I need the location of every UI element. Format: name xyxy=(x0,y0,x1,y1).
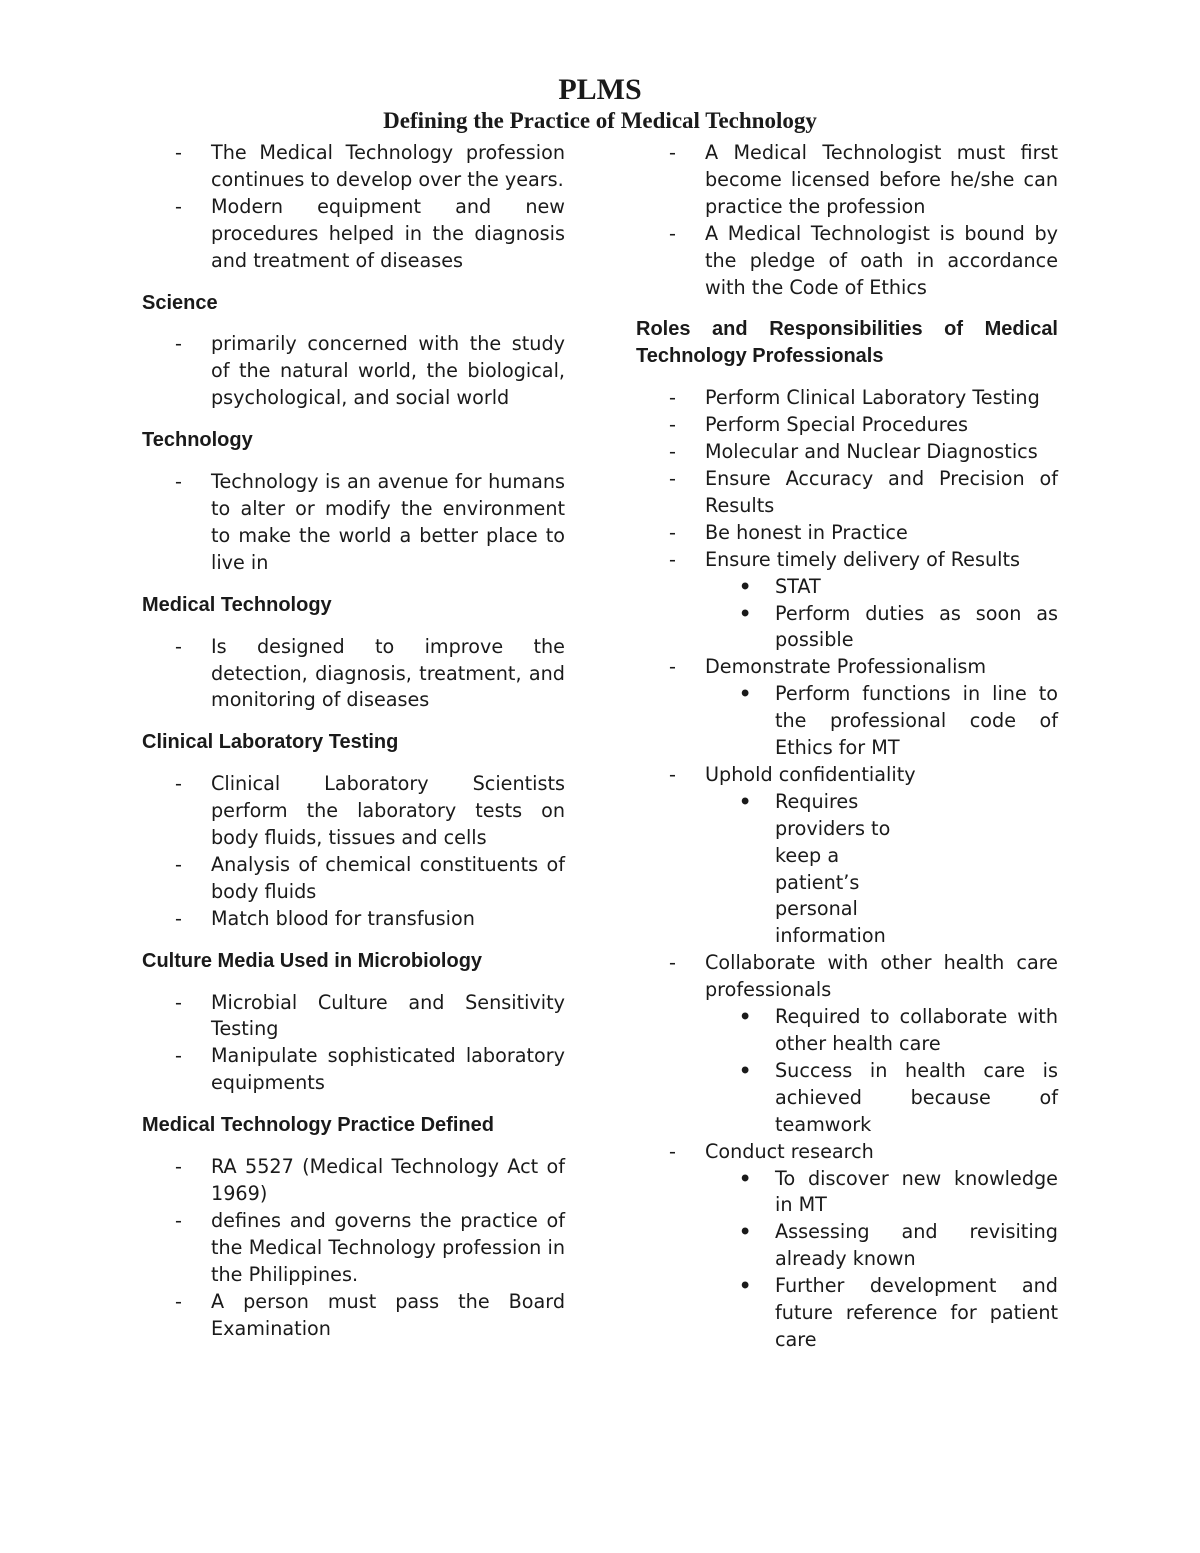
sub-list-item: • Requires providers to keep a patient’s personal information xyxy=(775,789,1058,950)
technology-list xyxy=(142,469,565,577)
right-column xyxy=(636,140,1058,1354)
roles-list xyxy=(636,385,1058,1354)
list-item xyxy=(705,1139,1058,1354)
list-item xyxy=(705,762,1058,950)
section-heading-practice-defined: Medical Technology Practice Defined xyxy=(142,1114,494,1137)
sub-list-item: • STAT xyxy=(775,574,1058,601)
sub-list-item: • Perform functions in line to the professional code of Ethics for MT xyxy=(775,681,1058,762)
list-item: - A Medical Technologist must first become licensed before he/she can practice the profession xyxy=(705,140,1058,221)
list-item: - Molecular and Nuclear Diagnostics xyxy=(705,439,1058,466)
list-item: - Microbial Culture and Sensitivity Testing xyxy=(211,990,565,1044)
list-item: - A person must pass the Board Examination xyxy=(211,1289,565,1343)
intro-list xyxy=(142,140,565,275)
list-item: - Technology is an avenue for humans to alter or modify the environment to make the world a better place to live in xyxy=(211,469,565,577)
list-item-text: Uphold confidentiality xyxy=(705,762,916,786)
intro-list xyxy=(636,140,1058,301)
sub-list-item: • Assessing and revisiting already known xyxy=(775,1219,1058,1273)
list-item: - RA 5527 (Medical Technology Act of 1969) xyxy=(211,1154,565,1208)
section-heading-medical-technology: Medical Technology xyxy=(142,593,332,616)
list-item: - Clinical Laboratory Scientists perform the laboratory tests on body fluids, tissues and cells xyxy=(211,771,565,852)
list-item: - Ensure Accuracy and Precision of Results xyxy=(705,466,1058,520)
sub-list xyxy=(705,574,1058,655)
list-item: - A Medical Technologist is bound by the pledge of oath in accordance with the Code of Ethics xyxy=(705,221,1058,302)
list-item xyxy=(705,654,1058,762)
sub-list-item: • Perform duties as soon as possible xyxy=(775,601,1058,655)
culture-list xyxy=(142,990,565,1098)
list-item-text: Conduct research xyxy=(705,1139,874,1163)
list-item: - defines and governs the practice of the Medical Technology profession in the Philippines. xyxy=(211,1208,565,1289)
medical-technology-list xyxy=(142,634,565,715)
list-item-text: Collaborate with other health care professionals xyxy=(705,951,1058,1002)
list-item-text: Ensure timely delivery of Results xyxy=(705,547,1020,571)
list-item: - Be honest in Practice xyxy=(705,520,1058,547)
page-title: PLMS xyxy=(558,73,642,106)
list-item xyxy=(705,950,1058,1138)
list-item: - The Medical Technology profession continues to develop over the years. xyxy=(211,140,565,194)
sub-list-item: • Further development and future reference for patient care xyxy=(775,1273,1058,1354)
section-heading-technology: Technology xyxy=(142,429,253,452)
page-subtitle: Defining the Practice of Medical Technology xyxy=(383,108,817,133)
list-item: - primarily concerned with the study of the natural world, the biological, psychological, and social world xyxy=(211,331,565,412)
sub-list-item: • Required to collaborate with other health care xyxy=(775,1004,1058,1058)
sub-list xyxy=(705,681,1058,762)
sub-list xyxy=(705,1166,1058,1354)
sub-list-item: • Success in health care is achieved because of teamwork xyxy=(775,1058,1058,1139)
sub-list-item: • To discover new knowledge in MT xyxy=(775,1166,1058,1220)
list-item: - Analysis of chemical constituents of body fluids xyxy=(211,852,565,906)
clinical-list xyxy=(142,771,565,932)
section-heading-roles: Roles and Responsibilities of Medical Technology Professionals xyxy=(636,318,1058,368)
sub-list xyxy=(705,789,1058,950)
section-heading-culture-media: Culture Media Used in Microbiology xyxy=(142,949,483,972)
list-item-text: Demonstrate Professionalism xyxy=(705,655,987,679)
list-item: - Manipulate sophisticated laboratory equipments xyxy=(211,1043,565,1097)
left-column xyxy=(142,140,565,1342)
sub-list xyxy=(705,1004,1058,1139)
list-item: - Match blood for transfusion xyxy=(211,906,565,933)
list-item xyxy=(705,547,1058,655)
practice-list xyxy=(142,1154,565,1342)
list-item: - Modern equipment and new procedures helped in the diagnosis and treatment of diseases xyxy=(211,194,565,275)
section-heading-science: Science xyxy=(142,291,218,314)
list-item: - Perform Clinical Laboratory Testing xyxy=(705,385,1058,412)
list-item: - Perform Special Procedures xyxy=(705,412,1058,439)
science-list xyxy=(142,331,565,412)
section-heading-clinical-laboratory-testing: Clinical Laboratory Testing xyxy=(142,731,399,754)
list-item: - Is designed to improve the detection, diagnosis, treatment, and monitoring of diseases xyxy=(211,634,565,715)
